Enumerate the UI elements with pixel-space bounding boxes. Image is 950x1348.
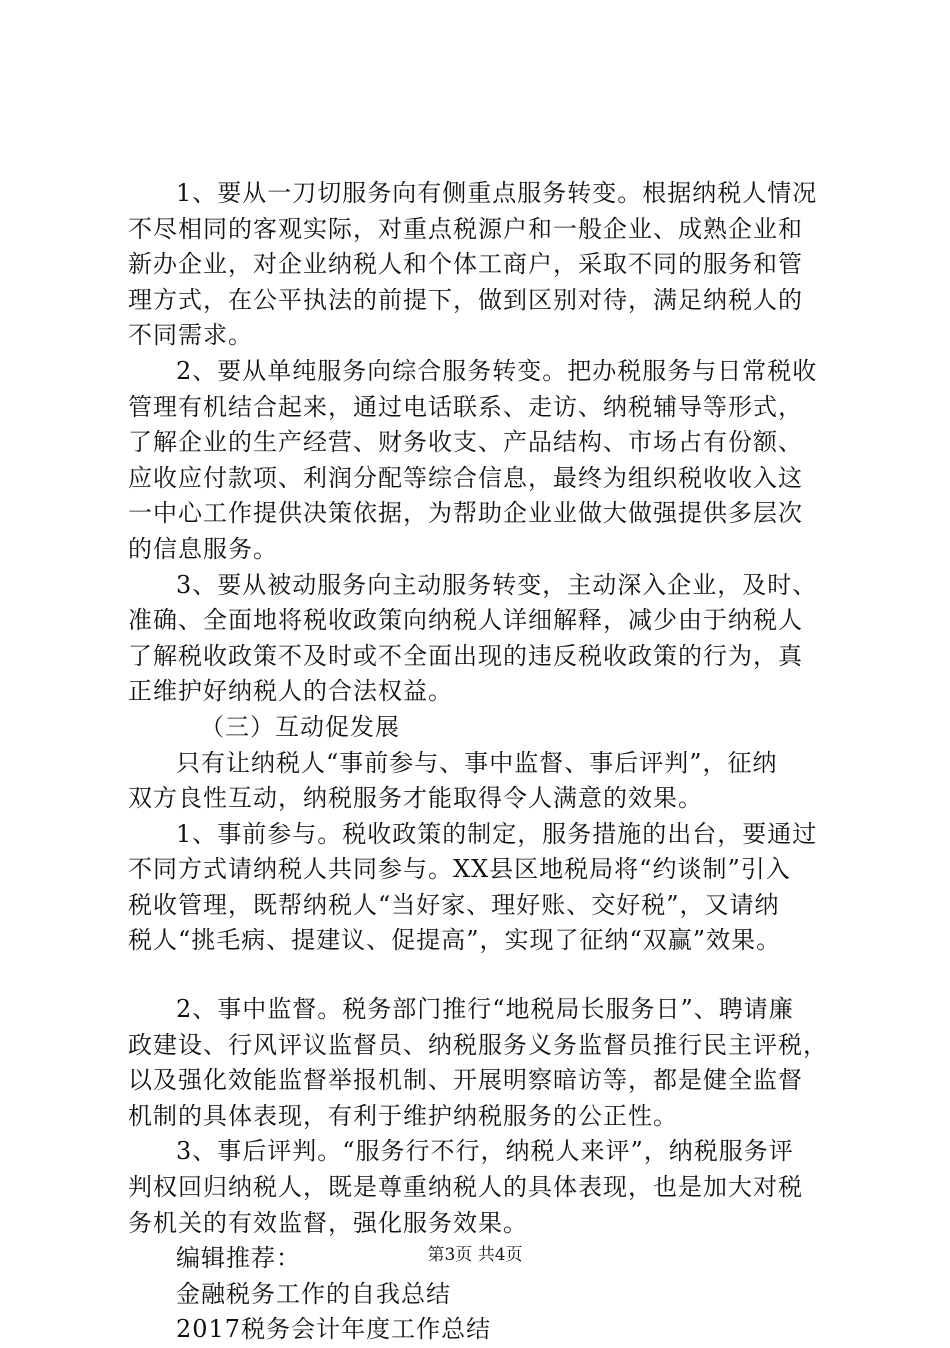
paragraph-line: 理方式，在公平执法的前提下，做到区别对待，满足纳税人的 (128, 285, 803, 314)
paragraph-line: 3、事后评判。“服务行不行，纳税人来评”，纳税服务评 (176, 1137, 794, 1166)
paragraph-line: 不尽相同的客观实际，对重点税源户和一般企业、成熟企业和 (128, 214, 803, 243)
paragraph-line: 了解税收政策不及时或不全面出现的违反税收政策的行为，真 (128, 641, 803, 670)
paragraph-line: 正维护好纳税人的合法权益。 (128, 677, 453, 706)
paragraph-line: 准确、全面地将税收政策向纳税人详细解释，减少由于纳税人 (128, 606, 803, 635)
paragraph-line: 不同方式请纳税人共同参与。XX县区地税局将“约谈制”引入 (128, 855, 791, 884)
paragraph-line: 税收管理，既帮纳税人“当好家、理好账、交好税”，又请纳 (128, 890, 780, 919)
paragraph-line: 判权回归纳税人，既是尊重纳税人的具体表现，也是加大对税 (128, 1173, 803, 1202)
section-heading: （三）互动促发展 (200, 712, 400, 741)
paragraph-gap (128, 959, 840, 992)
paragraph-line: 不同需求。 (128, 321, 253, 350)
paragraph-line: 管理有机结合起来，通过电话联系、走访、纳税辅导等形式， (128, 392, 803, 421)
editor-recommendation-label: 编辑推荐： (176, 1244, 301, 1273)
paragraph-line: 1、要从一刀切服务向有侧重点服务转变。根据纳税人情况 (176, 179, 818, 207)
paragraph-line: 的信息服务。 (128, 534, 278, 563)
paragraph-line: 了解企业的生产经营、财务收支、产品结构、市场占有份额、 (128, 428, 803, 457)
paragraph-line: 以及强化效能监督举报机制、开展明察暗访等，都是健全监督 (128, 1066, 803, 1095)
paragraph-line: 机制的具体表现，有利于维护纳税服务的公正性。 (128, 1101, 678, 1130)
paragraph-line: 务机关的有效监督，强化服务效果。 (128, 1208, 528, 1237)
paragraph-line: 双方良性互动，纳税服务才能取得令人满意的效果。 (128, 784, 703, 813)
recommended-article-link[interactable]: 金融税务工作的自我总结 (176, 1279, 451, 1308)
recommended-article-link[interactable]: 2017税务会计年度工作总结 (176, 1315, 492, 1344)
paragraph-line: 政建设、行风评议监督员、纳税服务义务监督员推行民主评税， (128, 1030, 828, 1059)
page-footer: 第3页 共4页 (427, 1245, 523, 1265)
paragraph-line: 新办企业，对企业纳税人和个体工商户，采取不同的服务和管 (128, 250, 803, 279)
paragraph-line: 只有让纳税人“事前参与、事中监督、事后评判”，征纳 (176, 748, 778, 777)
paragraph-line: 1、事前参与。税收政策的制定，服务措施的出台，要通过 (176, 819, 818, 848)
body-text (128, 176, 840, 1348)
paragraph-line: 一中心工作提供决策依据，为帮助企业业做大做强提供多层次 (128, 499, 803, 528)
paragraph-line: 应收应付款项、利润分配等综合信息，最终为组织税收收入这 (128, 463, 803, 492)
paragraph-line: 税人“挑毛病、提建议、促提高”，实现了征纳“双赢”效果。 (128, 926, 782, 955)
paragraph-line: 2、事中监督。税务部门推行“地税局长服务日”、聘请廉 (176, 995, 794, 1024)
paragraph-line: 3、要从被动服务向主动服务转变，主动深入企业，及时、 (176, 570, 818, 599)
paragraph-line: 2、要从单纯服务向综合服务转变。把办税服务与日常税收 (176, 356, 818, 385)
